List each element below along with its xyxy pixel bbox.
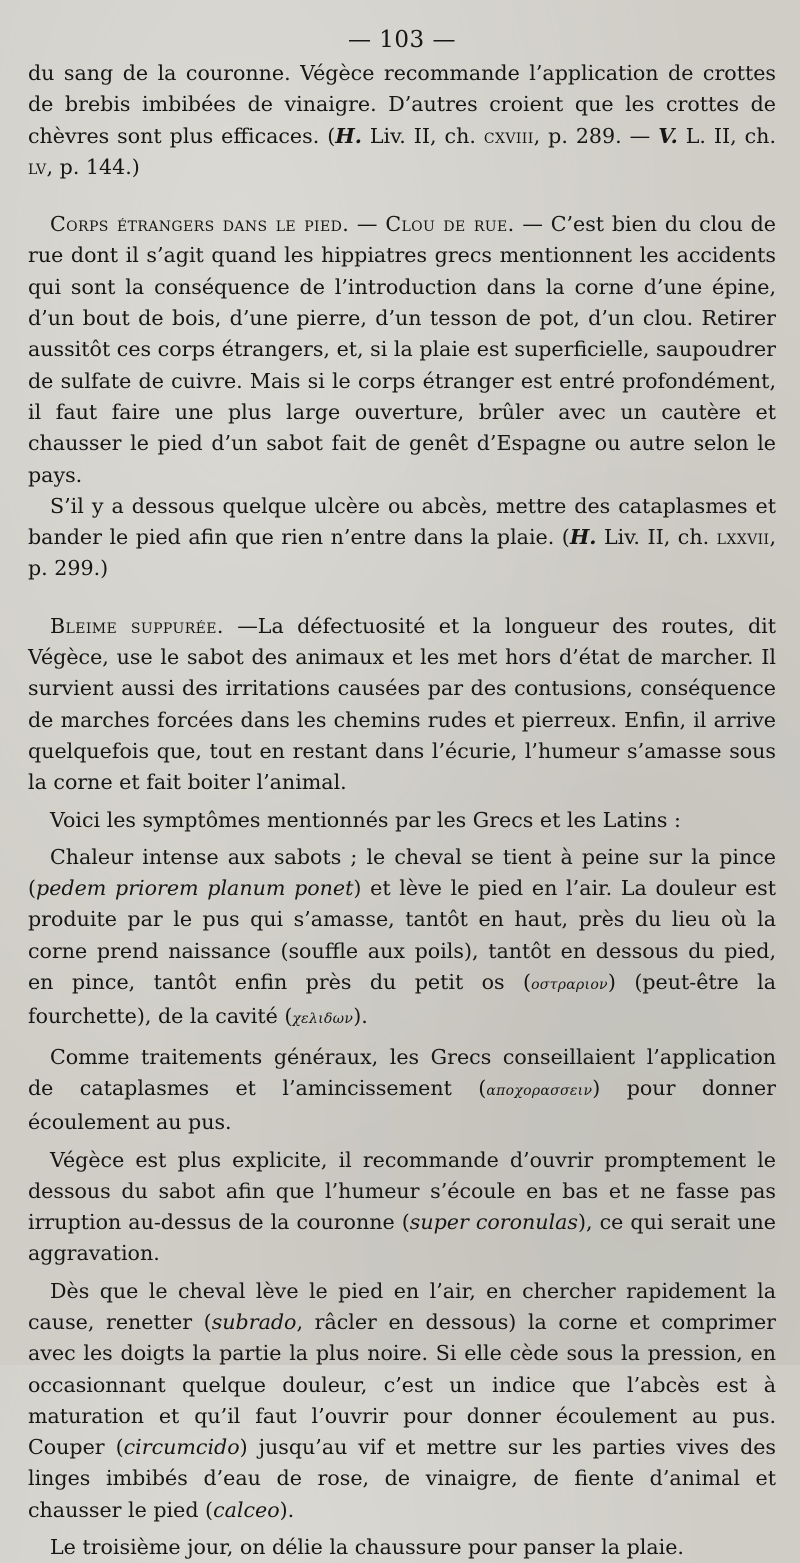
latin-quote: circumcido (123, 1435, 240, 1460)
paragraph-vegece (28, 1145, 776, 1270)
paragraph-troisieme-jour (28, 1532, 776, 1563)
text-run: Chaleur intense aux sabots ; le cheval se tient à peine sur la pince ( (28, 844, 776, 901)
text-run: S’il y a dessous quelque ulcère ou abcès, mettre des cataplasmes et bander le pied afin que rien n’entre dans la plaie. ( (28, 493, 776, 550)
text-run: , p. 299.) (28, 525, 777, 581)
section-heading: Clou de rue. (385, 212, 515, 237)
text-run: ). (353, 1004, 368, 1029)
ref-abbrev: V. (658, 123, 678, 148)
greek-term: οστραριον (531, 977, 608, 994)
book-page (28, 24, 777, 1560)
text-run: ) (peut-être la fourchette), de la cavité ( (28, 970, 776, 1029)
paragraph-ulcere (28, 491, 776, 585)
paragraph-chaleur (28, 842, 776, 1036)
text-run: ), ce qui serait une aggravation. (28, 1210, 776, 1266)
text-run: ) et lève le pied en l’air. La douleur est produite par le pus qui s’amasse, tantôt en haut, près du lieu où la corne prend naissance (souffle aux poils), tantôt en dessous du pied, en pince, tantôt enfin près du petit os ( (28, 876, 776, 995)
page-number: — 103 — (347, 27, 457, 53)
latin-quote: subrado (211, 1309, 297, 1334)
chapter-number: lv (28, 154, 47, 179)
text-run: Liv. II, ch. (596, 525, 717, 550)
latin-quote: pedem priorem planum ponet (36, 876, 354, 901)
ref-abbrev: H. (335, 123, 362, 148)
text-run: Comme traitements généraux, les Grecs conseillaient l’application de cataplasmes et l’amincissement ( (28, 1044, 776, 1100)
chapter-number: cxviii (483, 123, 534, 148)
chapter-number: lxxvii (716, 525, 770, 550)
text-run: L. II, ch. (677, 123, 776, 148)
text-run: Liv. II, ch. (361, 123, 484, 148)
text-run: ). (279, 1497, 295, 1522)
section-heading: Bleime suppurée. (50, 613, 224, 638)
paragraph-renetter (28, 1276, 776, 1526)
ref-abbrev: H. (569, 525, 597, 550)
latin-quote: calceo (213, 1497, 280, 1522)
text-run: — (349, 212, 386, 237)
latin-quote: super coronulas (409, 1210, 578, 1235)
paragraph-symptomes-intro (28, 805, 776, 836)
text-run: —La défectuosité et la longueur des routes, dit Végèce, use le sabot des animaux et les met hors d’état de marcher. Il survient aussi des irritations causées par des contusions, conséquence de marches forcées dans les chemins rudes et pierreux. Enfin, il arrive quelquefois que, tout en restant dans l’écurie, l’humeur s’amasse sous la corne et fait boiter l’animal. (28, 613, 776, 795)
text-run: , p. 144.) (46, 154, 140, 179)
text-run: ) pour donner écoulement au pus. (28, 1075, 776, 1135)
greek-term: αποχορασσειν (486, 1082, 593, 1099)
text-run: Dès que le cheval lève le pied en l’air, en chercher rapidement la cause, renetter ( (28, 1278, 776, 1334)
text-run: , râcler en dessous) la corne et comprimer avec les doigts la partie la plus noire. Si elle cède sous la pression, en occasionnant quelque douleur, c’est un indice que l’abcès est à maturation et qu’il faut l’ouvrir pour donner écoulement au pus. Couper ( (28, 1309, 776, 1460)
text-run: Végèce est plus explicite, il recommande d’ouvrir promptement le dessous du sabot afin que l’humeur s’écoule en bas et ne fasse pas irruption au-dessus de la couronne ( (28, 1147, 776, 1235)
text-run: du sang de la couronne. Végèce recommande l’application de crottes de brebis imbibées de vinaigre. D’autres croient que les crottes de chèvres sont plus efficaces. ( (28, 61, 776, 148)
text-run: ) jusqu’au vif et mettre sur les parties vives des linges imbibés d’eau de rose, de vinaigre, de fiente d’animal et chausser le pied ( (28, 1435, 777, 1522)
paragraph-corps-etrangers (28, 209, 776, 491)
text-run: , p. 289. — (533, 123, 659, 148)
greek-term: χελιδων (292, 1011, 354, 1028)
text-run: Voici les symptômes mentionnés par les Grecs et les Latins : (50, 807, 681, 832)
text-run: Le troisième jour, on délie la chaussure pour panser la plaie. (50, 1535, 684, 1560)
paragraph-bleime (28, 611, 776, 799)
section-heading: Corps étrangers dans le pied. (50, 212, 350, 237)
paragraph-crottes (28, 58, 776, 183)
paragraph-traitements (28, 1042, 776, 1139)
text-run: — C’est bien du clou de rue dont il s’agit quand les hippiatres grecs mentionnent les accidents qui sont la conséquence de l’introduction dans la corne d’une épine, d’un bout de bois, d’une pierre, d’un tesson de pot, d’un clou. Retirer aussitôt ces corps étrangers, et, si la plaie est superficielle, saupoudrer de sulfate de cuivre. Mais si le corps étranger est entré profondément, il faut faire une plus large ouverture, brûler avec un cautère et chausser le pied d’un sabot fait de genêt d’Espagne ou autre selon le pays. (28, 212, 776, 487)
